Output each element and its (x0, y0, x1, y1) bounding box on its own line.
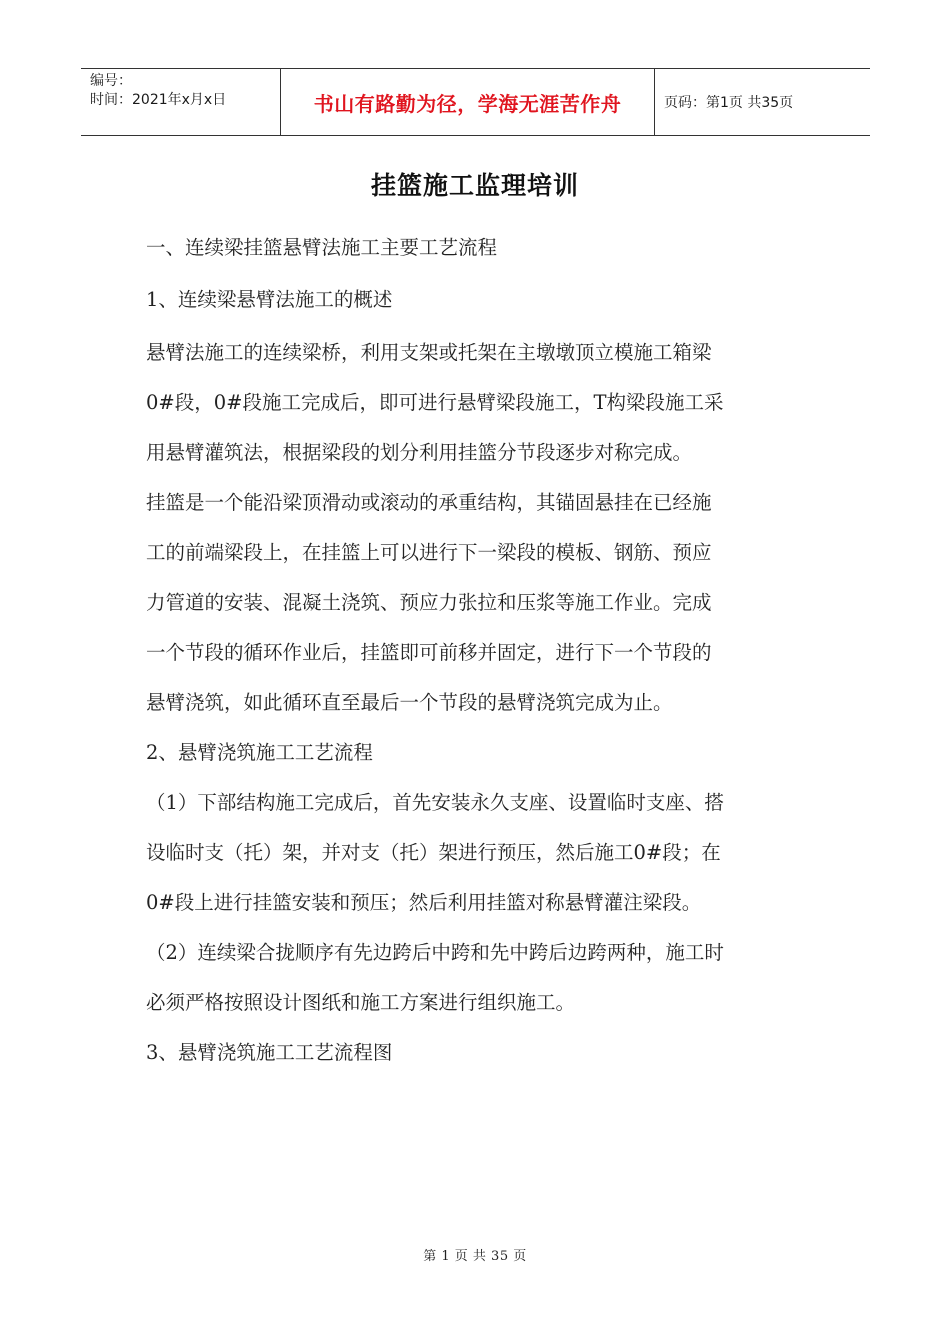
paragraph-line: 悬臂法施工的连续梁桥，利用支架或托架在主墩墩顶立模施工箱梁 (146, 341, 712, 364)
subsection-heading: 3、悬臂浇筑施工工艺流程图 (146, 1041, 393, 1064)
paragraph-line: 用悬臂灌筑法，根据梁段的划分利用挂篮分节段逐步对称完成。 (146, 441, 693, 464)
paragraph-line: 0#段上进行挂篮安装和预压；然后利用挂篮对称悬臂灌注梁段。 (146, 891, 702, 914)
header-meta (81, 69, 281, 135)
doc-number-label: 编号： (90, 73, 132, 89)
document-body (146, 223, 806, 1078)
paragraph-line: 0#段，0#段施工完成后，即可进行悬臂梁段施工，T构梁段施工采 (146, 391, 724, 414)
page-footer: 第 1 页 共 35 页 (423, 1249, 527, 1264)
doc-time-label: 时间：2021年x月x日 (90, 92, 227, 108)
section-heading: 一、连续梁挂篮悬臂法施工主要工艺流程 (146, 236, 498, 259)
paragraph-line: 设临时支（托）架，并对支（托）架进行预压，然后施工0#段；在 (146, 841, 721, 864)
header-motto: 书山有路勤为径，学海无涯苦作舟 (281, 69, 655, 135)
paragraph-line: 力管道的安装、混凝土浇筑、预应力张拉和压浆等施工作业。完成 (146, 591, 712, 614)
page-header (81, 68, 870, 136)
paragraph-line: （1）下部结构施工完成后，首先安装永久支座、设置临时支座、搭 (146, 791, 724, 814)
subsection-heading: 2、悬臂浇筑施工工艺流程 (146, 741, 373, 764)
paragraph-line: 一个节段的循环作业后，挂篮即可前移并固定，进行下一个节段的 (146, 641, 712, 664)
paragraph-line: 挂篮是一个能沿梁顶滑动或滚动的承重结构，其锚固悬挂在已经施 (146, 491, 712, 514)
header-page-info: 页码：第1页 共35页 (664, 95, 794, 111)
paragraph-line: 必须严格按照设计图纸和施工方案进行组织施工。 (146, 991, 576, 1014)
paragraph-line: 悬臂浇筑，如此循环直至最后一个节段的悬臂浇筑完成为止。 (146, 691, 673, 714)
paragraph-line: （2）连续梁合拢顺序有先边跨后中跨和先中跨后边跨两种，施工时 (146, 941, 724, 964)
subsection-heading: 1、连续梁悬臂法施工的概述 (146, 288, 393, 311)
paragraph-line: 工的前端梁段上，在挂篮上可以进行下一梁段的模板、钢筋、预应 (146, 541, 712, 564)
document-title: 挂篮施工监理培训 (370, 171, 579, 200)
